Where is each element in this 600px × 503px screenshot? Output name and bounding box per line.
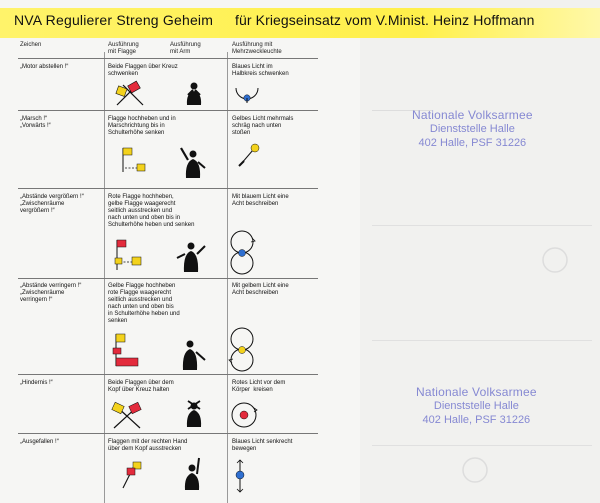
header-flagge: Ausführung mit Flagge: [108, 42, 139, 55]
soldier-arm-out-icon: [176, 336, 206, 372]
row-divider: [18, 110, 318, 111]
official-stamp: [412, 108, 533, 150]
table-row-signal: „Ausgefallen !“: [20, 439, 59, 445]
stamp-line: 402 Halle, PSF 31226: [418, 137, 527, 149]
circle-red-light-icon: [230, 400, 258, 430]
crossed-flags-icon: [115, 81, 151, 107]
table-row-flag-text: Rote Flagge hochheben, gelbe Flagge waagerecht seitlich ausstrecken und nach unten und oben bis in Schulterhöhe heben und senken: [108, 194, 195, 228]
table-row-light-text: Blaues Licht senkrecht bewegen: [232, 439, 293, 452]
header-arm: Ausführung mit Arm: [170, 42, 201, 55]
figure-eight-blue-icon: [228, 228, 258, 276]
flag-lowering-icon: [117, 144, 147, 174]
table-row-light-text: Gelbes Licht mehrmals schräg nach unten stoßen: [232, 116, 294, 136]
table-row-signal: „Hindernis !“: [20, 380, 53, 386]
table-row-flag-text: Flagge hochheben und in Marschrichtung bis in Schulterhöhe senken: [108, 116, 176, 136]
table-row-flag-text: Beide Flaggen über Kreuz schwenken: [108, 64, 178, 77]
table-row-signal: „Marsch !“ „Vorwärts !“: [20, 116, 51, 129]
table-row-signal: „Abstände verringern !“ „Zwischenräume verringern !“: [20, 283, 82, 303]
vertical-blue-light-icon: [230, 458, 250, 494]
lamp-diagonal-icon: [235, 140, 265, 170]
table-row-signal: „Abstände vergrößern !“ „Zwischenräume vergrößern !“: [20, 194, 84, 214]
table-row-flag-text: Beide Flaggen über dem Kopf über Kreuz halten: [108, 380, 174, 393]
crossed-flags-overhead-icon: [110, 402, 146, 430]
signal-table: [0, 40, 325, 503]
row-divider: [18, 58, 318, 59]
header-leuchte: Ausführung mit Mehrzweckleuchte: [232, 42, 282, 55]
banner-issuer: für Kriegseinsatz vom V.Minist. Heinz Hoffmann: [235, 12, 535, 28]
figure-eight-yellow-icon: [228, 325, 258, 373]
official-stamp: [416, 385, 537, 427]
row-divider: [18, 374, 318, 375]
table-row-flag-text: Gelbe Flagge hochheben rote Flagge waagerecht seitlich ausstrecken und nach unten und oben bis in Schulterhöhe heben und senken: [108, 283, 180, 324]
banner-classification: NVA Regulierer Streng Geheim: [14, 12, 214, 28]
stamp-line: Dienststelle Halle: [429, 123, 515, 135]
stamp-line: Dienststelle Halle: [433, 400, 519, 412]
table-row-light-text: Rotes Licht vor dem Körper kreisen: [232, 380, 286, 393]
soldier-arm-up-icon: [181, 456, 203, 492]
table-row-signal: „Motor abstellen !“: [20, 64, 69, 70]
red-yellow-flags-icon: [112, 234, 146, 274]
row-divider: [18, 278, 318, 279]
soldier-arm-raised-icon: [178, 140, 208, 180]
faint-circle-icon: [460, 455, 500, 495]
faint-circle-icon: [540, 245, 580, 285]
yellow-red-flags-icon: [110, 332, 144, 370]
half-circle-light-icon: [233, 83, 261, 105]
row-divider: [18, 433, 318, 434]
soldier-arms-out-icon: [176, 236, 206, 274]
stamp-line: 402 Halle, PSF 31226: [422, 414, 531, 426]
row-divider: [18, 188, 318, 189]
flags-overhead-right-icon: [115, 460, 145, 490]
table-row-light-text: Blaues Licht im Halbkreis schwenken: [232, 64, 289, 77]
stamp-line: Nationale Volksarmee: [416, 385, 537, 399]
table-row-flag-text: Flaggen mit der rechten Hand über dem Kopf ausstrecken: [108, 439, 188, 452]
soldier-figure-icon: [183, 81, 205, 107]
stamp-line: Nationale Volksarmee: [412, 108, 533, 122]
soldier-arms-crossed-icon: [183, 397, 205, 429]
header-zeichen: Zeichen: [20, 42, 42, 48]
table-row-light-text: Mit gelbem Licht eine Acht beschreiben: [232, 283, 289, 296]
table-row-light-text: Mit blauem Licht eine Acht beschreiben: [232, 194, 289, 207]
